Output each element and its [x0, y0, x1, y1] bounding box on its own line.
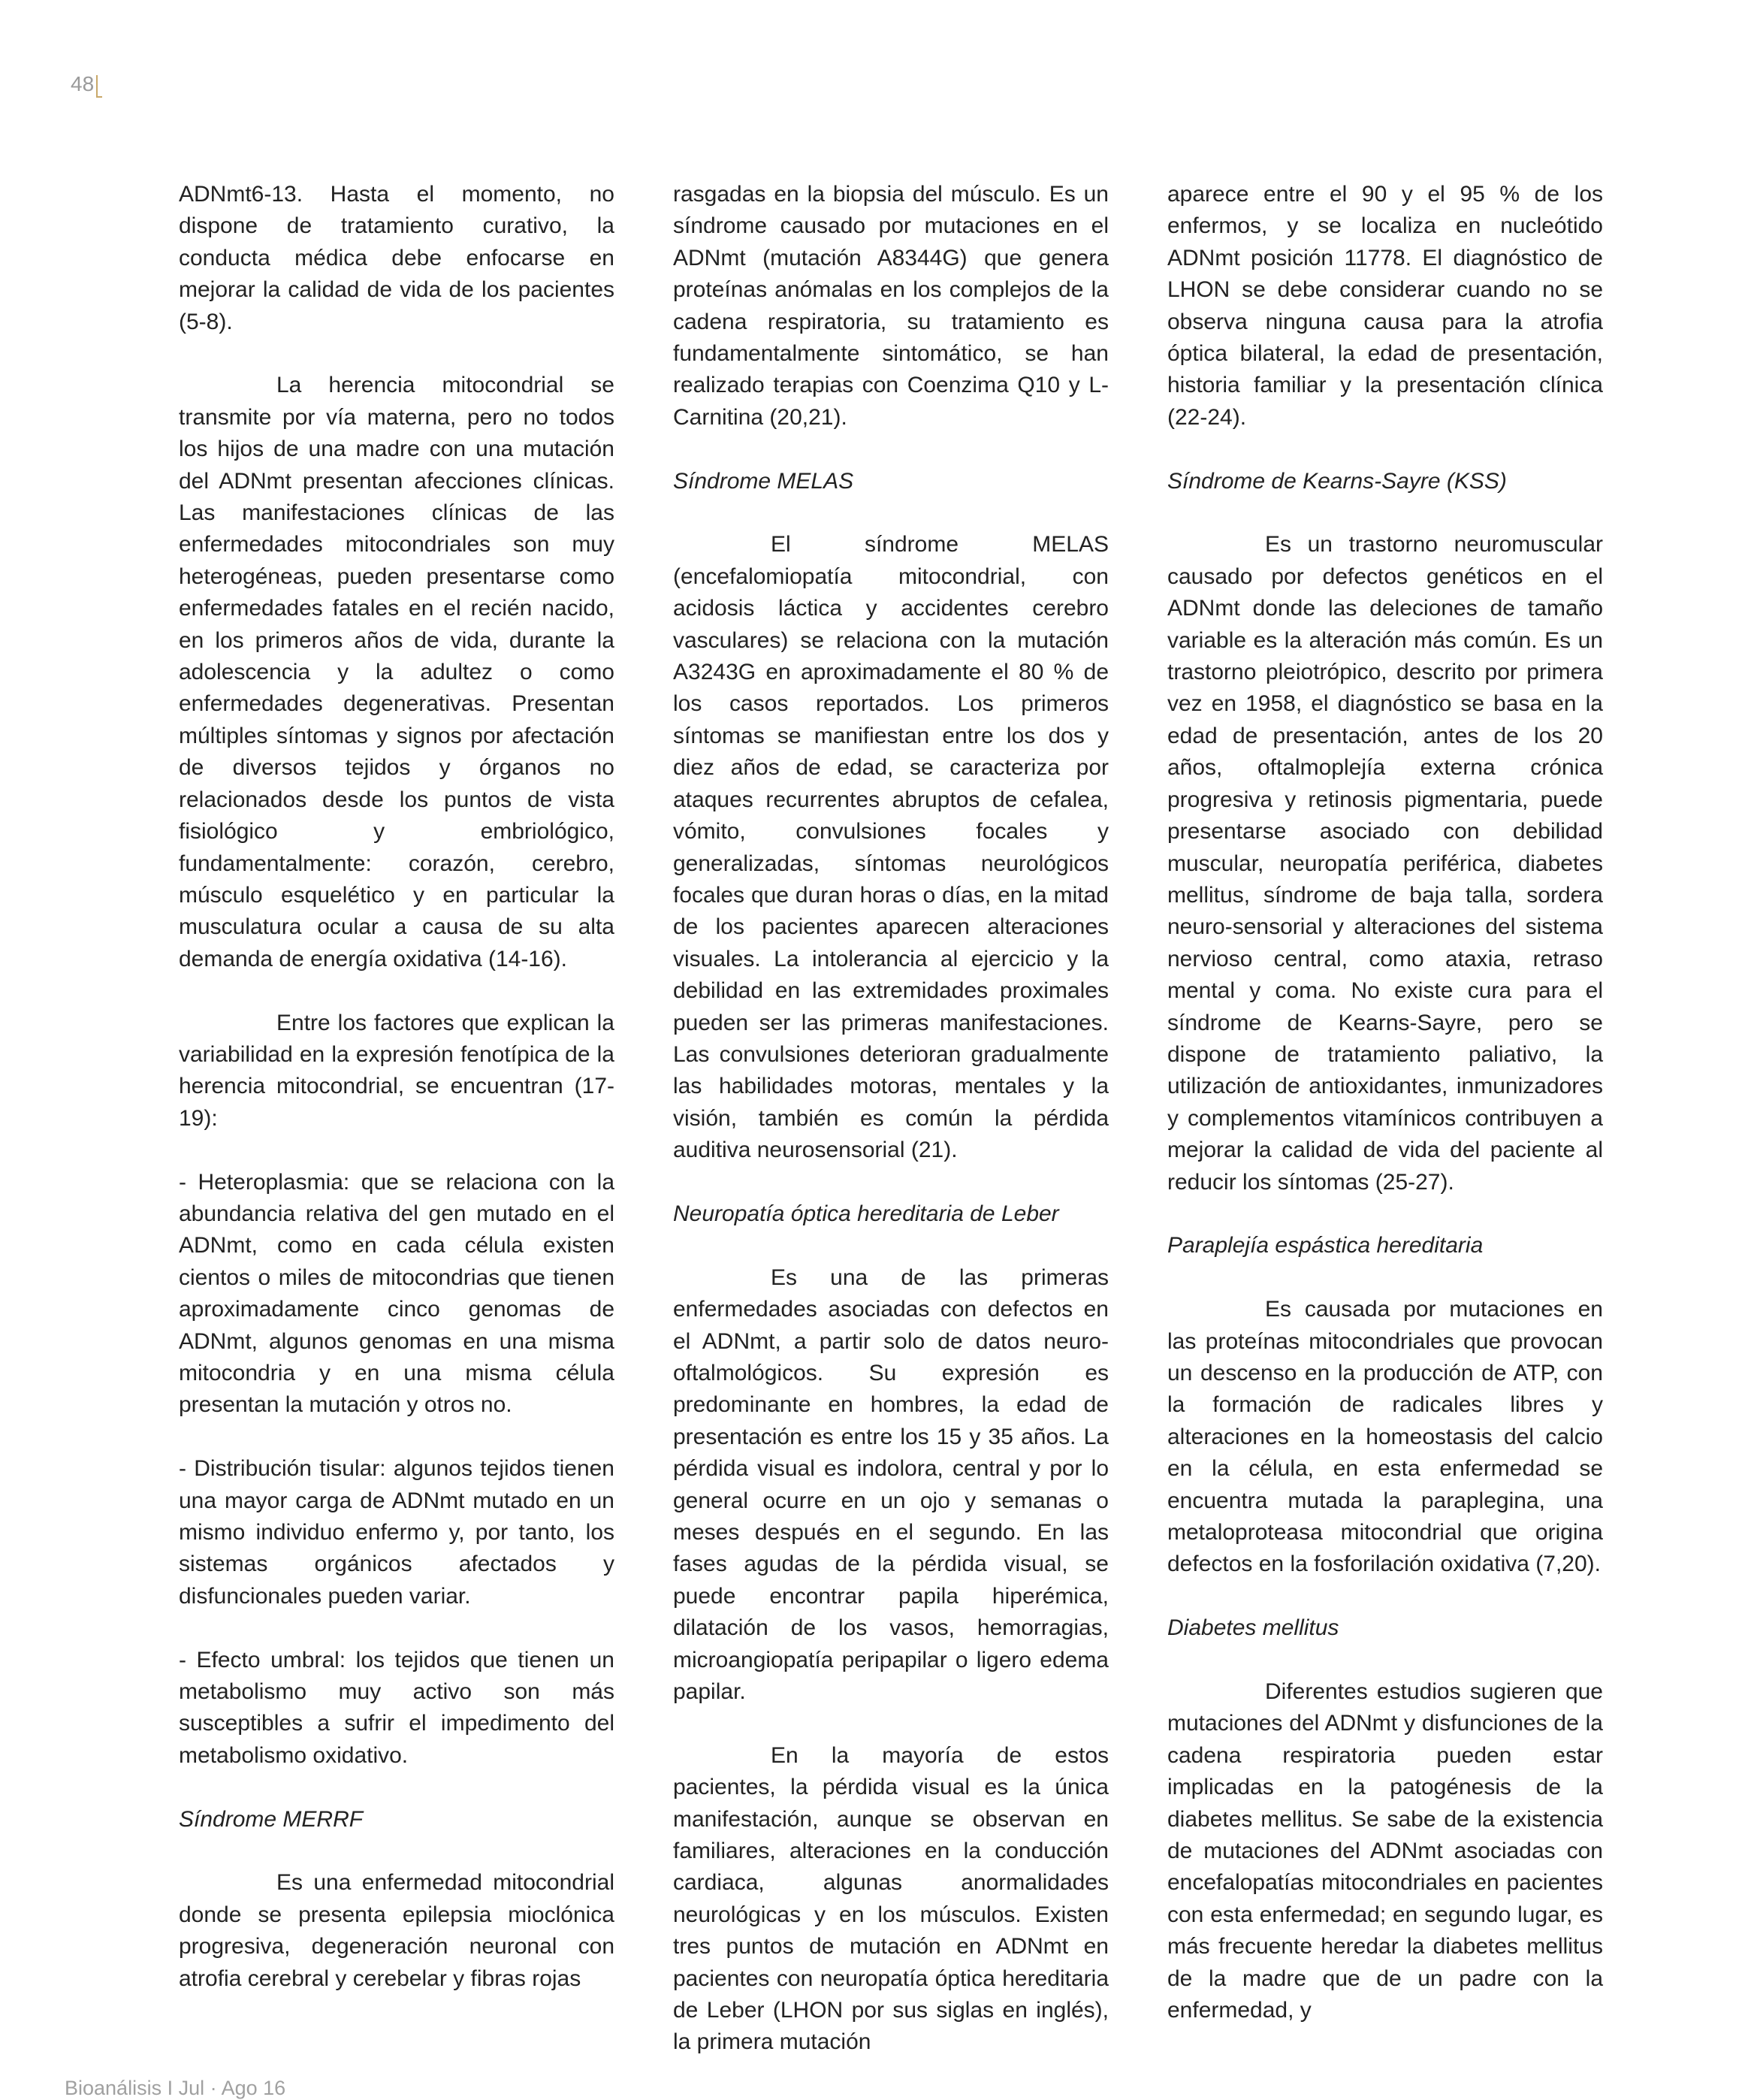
- list-item: - Distribución tisular: algunos tejidos tienen una mayor carga de ADNmt mutado en un mismo individuo enfermo y, por tanto, los sistemas orgánicos afectados y disfuncionales pueden variar.: [179, 1456, 614, 1609]
- list-item: - Efecto umbral: los tejidos que tienen un metabolismo muy activo son más susceptibles a sufrir el impedimento del metabolismo oxidativo.: [179, 1647, 614, 1768]
- list-item: - Heteroplasmia: que se relaciona con la abundancia relativa del gen mutado en el ADNmt, como en cada célula existen cientos o miles de mitocondrias que tienen aproximadamente cinco genomas de ADNmt, algunos genomas en una misma mitocondria y en una misma célula presentan la mutación y otros no.: [179, 1169, 614, 1418]
- paragraph: ADNmt6-13. Hasta el momento, no dispone de tratamiento curativo, la conducta médica debe enfocarse en mejorar la calidad de vida de los pacientes (5-8).: [179, 182, 614, 334]
- paragraph: aparece entre el 90 y el 95 % de los enfermos, y se localiza en nucleótido ADNmt posición 11778. El diagnóstico de LHON se debe considerar cuando no se observa ninguna causa para la atrofia óptica bilateral, la edad de presentación, historia familiar y la presentación clínica (22-24).: [1167, 182, 1603, 430]
- page-number: 48: [71, 72, 95, 95]
- section-heading: Síndrome MERRF: [179, 1806, 364, 1832]
- text-column-2: [673, 179, 1109, 2090]
- paragraph: Es una enfermedad mitocondrial donde se presenta epilepsia mioclónica progresiva, degeneración neuronal con atrofia cerebral y cerebelar y fibras rojas: [179, 1870, 614, 1991]
- paragraph: Es causada por mutaciones en las proteínas mitocondriales que provocan un descenso en la producción de ATP, con la formación de radicales libres y alteraciones en la homeostasis del calcio en la célula, en esta enfermedad se encuentra mutada la paraplegina, una metaloproteasa mitocondrial que origina defectos en la fosforilación oxidativa (7,20).: [1167, 1297, 1603, 1577]
- paragraph: La herencia mitocondrial se transmite por vía materna, pero no todos los hijos de una madre con una mutación del ADNmt presentan afecciones clínicas. Las manifestaciones clínicas de las enfermedades mitocondriales son muy heterogéneas, pueden presentarse como enfermedades fatales en el recién nacido, en los primeros años de vida, durante la adolescencia y la adultez o como enfermedades degenerativas. Presentan múltiples síntomas y signos por afectación de diversos tejidos y órganos no relacionados desde los puntos de vista fisiológico y embriológico, fundamentalmente: corazón, cerebro, músculo esquelético y en particular la musculatura ocular a causa de su alta demanda de energía oxidativa (14-16).: [179, 373, 614, 971]
- section-heading: Síndrome MELAS: [673, 468, 854, 494]
- paragraph: Entre los factores que explican la variabilidad en la expresión fenotípica de la herencia mitocondrial, se encuentran (17-19):: [179, 1010, 614, 1131]
- page-number-corner-mark: [96, 75, 102, 98]
- paragraph: El síndrome MELAS (encefalomiopatía mitocondrial, con acidosis láctica y accidentes cerebro vasculares) se relaciona con la mutación A3243G en aproximadamente el 80 % de los casos reportados. Los primeros síntomas se manifiestan entre los dos y diez años de edad, se caracteriza por ataques recurrentes abruptos de cefalea, vómito, convulsiones focales y generalizadas, síntomas neurológicos focales que duran horas o días, en la mitad de los pacientes aparecen alteraciones visuales. La intolerancia al ejercicio y la debilidad en las extremidades proximales pueden ser las primeras manifestaciones. Las convulsiones deterioran gradualmente las habilidades motoras, mentales y la visión, también es común la pérdida auditiva neurosensorial (21).: [673, 532, 1109, 1163]
- footer-journal-issue: Bioanálisis I Jul · Ago 16: [65, 2077, 286, 2099]
- text-column-3: [1167, 179, 1603, 2059]
- section-heading: Síndrome de Kearns-Sayre (KSS): [1167, 468, 1507, 494]
- paragraph: rasgadas en la biopsia del músculo. Es un síndrome causado por mutaciones en el ADNmt (mutación A8344G) que genera proteínas anómalas en los complejos de la cadena respiratoria, su tratamiento es fundamentalmente sintomático, se han realizado terapias con Coenzima Q10 y L-Carnitina (20,21).: [673, 182, 1109, 430]
- paragraph: Diferentes estudios sugieren que mutaciones del ADNmt y disfunciones de la cadena respiratoria pueden estar implicadas en la patogénesis de la diabetes mellitus. Se sabe de la existencia de mutaciones del ADNmt asociadas con encefalopatías mitocondriales en pacientes con esta enfermedad; en segundo lugar, es más frecuente heredar la diabetes mellitus de la madre que de un padre con la enfermedad, y: [1167, 1679, 1603, 2023]
- paragraph: En la mayoría de estos pacientes, la pérdida visual es la única manifestación, aunque se observan en familiares, alteraciones en la conducción cardiaca, algunas anormalidades neurológicas y en los músculos. Existen tres puntos de mutación en ADNmt en pacientes con neuropatía óptica hereditaria de Leber (LHON por sus siglas en inglés), la primera mutación: [673, 1742, 1109, 2055]
- section-heading: Diabetes mellitus: [1167, 1615, 1339, 1641]
- section-heading: Paraplejía espástica hereditaria: [1167, 1233, 1484, 1258]
- paragraph: Es una de las primeras enfermedades asociadas con defectos en el ADNmt, a partir solo de datos neuro-oftalmológicos. Su expresión es predominante en hombres, la edad de presentación es entre los 15 y 35 años. La pérdida visual es indolora, central y por lo general ocurre en un ojo y semanas o meses después en el segundo. En las fases agudas de la pérdida visual, se puede encontrar papila hiperémica, dilatación de los vasos, hemorragias, microangiopatía peripapilar o ligero edema papilar.: [673, 1265, 1109, 1705]
- section-heading: Neuropatía óptica hereditaria de Leber: [673, 1201, 1059, 1226]
- paragraph: Es un trastorno neuromuscular causado por defectos genéticos en el ADNmt donde las deleciones de tamaño variable es la alteración más común. Es un trastorno pleiotrópico, descrito por primera vez en 1958, el diagnóstico se basa en la edad de presentación, antes de los 20 años, oftalmoplejía externa crónica progresiva y retinosis pigmentaria, puede presentarse asociado con debilidad muscular, neuropatía periférica, diabetes mellitus, síndrome de baja talla, sordera neuro-sensorial y alteraciones del sistema nervioso central, como ataxia, retraso mental y coma. No existe cura para el síndrome de Kearns-Sayre, pero se dispone de tratamiento paliativo, la utilización de antioxidantes, inmunizadores y complementos vitamínicos contribuyen a mejorar la calidad de vida del paciente al reducir los síntomas (25-27).: [1167, 532, 1603, 1195]
- text-column-1: [179, 179, 614, 2026]
